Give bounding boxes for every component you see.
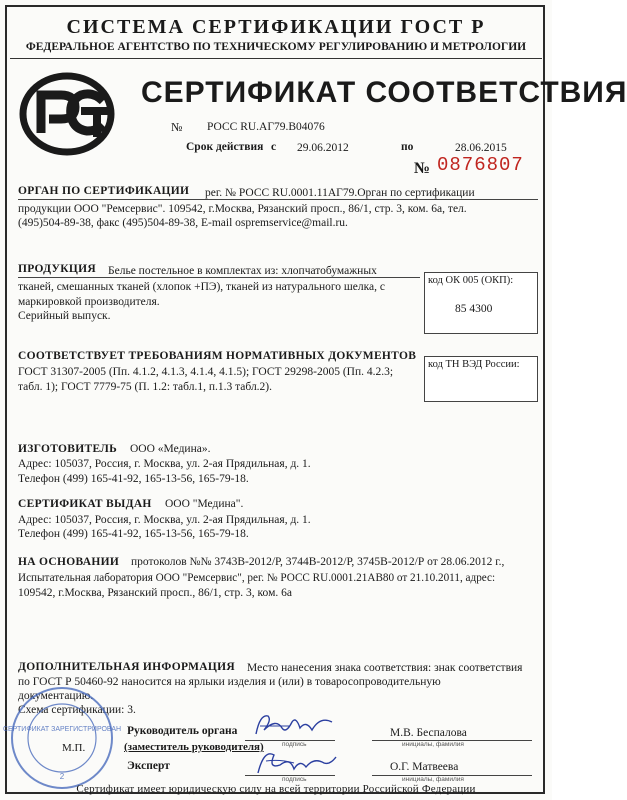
head-signature-icon xyxy=(250,708,340,742)
head-name: М.В. Беспалова xyxy=(390,727,467,739)
okp-label: код ОК 005 (ОКП): xyxy=(428,275,514,286)
sign-caption: подпись xyxy=(282,776,307,783)
validity-to-label: по xyxy=(401,141,414,153)
basis-heading: НА ОСНОВАНИИ xyxy=(18,556,120,568)
product-line-3: маркировкой производителя. xyxy=(18,296,160,308)
agency-title: ФЕДЕРАЛЬНОЕ АГЕНТСТВО ПО ТЕХНИЧЕСКОМУ РЕГУЛИРОВАНИЮ И МЕТРОЛОГИИ xyxy=(25,41,527,53)
product-line-2: тканей, смешанных тканей (хлопок +ПЭ), тканей из натурального шелка, с xyxy=(18,281,385,293)
additional-heading: ДОПОЛНИТЕЛЬНАЯ ИНФОРМАЦИЯ xyxy=(18,661,235,673)
conformity-heading: СООТВЕТСТВУЕТ ТРЕБОВАНИЯМ НОРМАТИВНЫХ ДОКУМЕНТОВ xyxy=(18,350,417,362)
conformity-line-1: ГОСТ 31307-2005 (Пп. 4.1.2, 4.1.3, 4.1.4, 4.1.5); ГОСТ 29298-2005 (Пп. 4.2.3; xyxy=(18,366,394,378)
serial-number: 0876807 xyxy=(437,154,524,176)
product-heading: ПРОДУКЦИЯ xyxy=(18,263,97,275)
serial-number-label: № xyxy=(414,160,431,177)
manufacturer-address: Адрес: 105037, Россия, г. Москва, ул. 2-ая Прядильная, д. 1. xyxy=(18,458,311,470)
organ-line-2: продукции ООО "Ремсервис". 109542, г.Москва, Рязанский просп., 86/1, стр. 3, ком. 6а, тел. xyxy=(18,203,467,215)
gost-r-logo-icon xyxy=(17,71,117,157)
additional-line-1: Место нанесения знака соответствия: знак соответствия xyxy=(247,662,523,674)
issued-phone: Телефон (499) 165-41-92, 165-13-56, 165-79-18. xyxy=(18,528,249,540)
issued-name: ООО "Медина". xyxy=(165,498,244,510)
issued-address: Адрес: 105037, Россия, г. Москва, ул. 2-ая Прядильная, д. 1. xyxy=(18,514,311,526)
stamp-number: 2 xyxy=(59,772,65,781)
footer-note: Сертификат имеет юридическую силу на всей территории Российской Федерации xyxy=(76,783,476,795)
stamp-icon xyxy=(2,683,122,793)
validity-from-date: 29.06.2012 xyxy=(297,142,349,154)
okp-code-box xyxy=(424,272,538,334)
initials-caption: инициалы, фамилия xyxy=(402,776,464,783)
tnved-label: код ТН ВЭД России: xyxy=(428,359,520,370)
mp-label: М.П. xyxy=(62,742,86,754)
cert-number-label: № xyxy=(171,120,183,134)
conformity-line-2: табл. 1); ГОСТ 7779-75 (П. 1.2: табл.1, п.1.3 табл.2). xyxy=(18,381,273,393)
expert-name: О.Г. Матвеева xyxy=(390,761,459,773)
validity-label: Срок действия xyxy=(186,141,264,153)
registration-stamp xyxy=(2,683,122,793)
validity-from-label: с xyxy=(271,141,277,153)
additional-line-3: документацию. xyxy=(18,690,94,702)
sign-caption: подпись xyxy=(282,741,307,748)
basis-line-3: 109542, г.Москва, Рязанский просп., 86/1, стр. 3, ком. 6а xyxy=(18,587,292,599)
organ-line-3: (495)504-89-38, факс (495)504-89-38, E-mail ospremservice@mail.ru. xyxy=(18,217,348,229)
underline xyxy=(18,199,538,200)
validity-to-date: 28.06.2015 xyxy=(455,142,507,154)
basis-line-1: протоколов №№ 3743В-2012/Р, 3744В-2012/Р, 3745В-2012/Р от 28.06.2012 г., xyxy=(131,556,505,568)
organ-line-1: рег. № РОСС RU.0001.11АГ79.Орган по сертификации xyxy=(205,187,475,199)
additional-line-4: Схема сертификации: 3. xyxy=(18,704,136,716)
underline xyxy=(18,277,420,278)
basis-line-2: Испытательная лаборатория ООО "Ремсервис", рег. № РОСС RU.0001.21АВ80 от 21.10.2011, адрес: xyxy=(18,572,496,584)
product-line-1: Белье постельное в комплектах из: хлопчатобумажных xyxy=(108,265,377,277)
manufacturer-heading: ИЗГОТОВИТЕЛЬ xyxy=(18,443,118,455)
issued-heading: СЕРТИФИКАТ ВЫДАН xyxy=(18,498,152,510)
product-line-4: Серийный выпуск. xyxy=(18,310,111,322)
divider xyxy=(10,58,542,59)
tnved-code-box xyxy=(424,356,538,402)
organ-heading: ОРГАН ПО СЕРТИФИКАЦИИ xyxy=(18,185,190,197)
stamp-text: СЕРТИФИКАТ ЗАРЕГИСТРИРОВАН xyxy=(2,726,122,733)
additional-line-2: по ГОСТ Р 50460-92 наносится на ярлыки изделия и (или) в товаросопроводительную xyxy=(18,676,441,688)
manufacturer-phone: Телефон (499) 165-41-92, 165-13-56, 165-79-18. xyxy=(18,473,249,485)
expert-label: Эксперт xyxy=(127,760,170,772)
certificate-title: СЕРТИФИКАТ СООТВЕТСТВИЯ xyxy=(141,76,627,109)
cert-number: РОСС RU.АГ79.В04076 xyxy=(207,121,325,133)
expert-signature-icon xyxy=(250,745,340,779)
system-title: СИСТЕМА СЕРТИФИКАЦИИ ГОСТ Р xyxy=(66,16,486,38)
okp-value: 85 4300 xyxy=(455,303,493,315)
manufacturer-name: ООО «Медина». xyxy=(130,443,211,455)
deputy-label: (заместитель руководителя) xyxy=(124,741,264,753)
head-label: Руководитель органа xyxy=(127,725,238,737)
initials-caption: инициалы, фамилия xyxy=(402,741,464,748)
